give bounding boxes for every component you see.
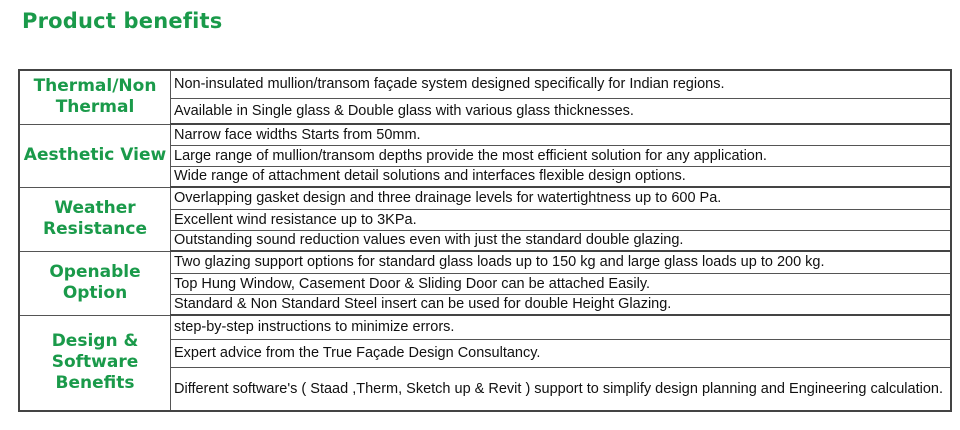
benefit-item: step-by-step instructions to minimize errors.	[171, 315, 952, 339]
category-label: Aesthetic View	[23, 145, 167, 165]
benefit-item: Available in Single glass & Double glass with various glass thicknesses.	[171, 98, 952, 124]
category-label: Weather Resistance	[43, 198, 147, 239]
category-design-software	[19, 315, 171, 411]
benefit-item: Two glazing support options for standard glass loads up to 150 kg and large glass loads up to 200 kg.	[171, 251, 952, 273]
benefit-item: Top Hung Window, Casement Door & Sliding Door can be attached Easily.	[171, 273, 952, 294]
category-openable	[19, 251, 171, 315]
benefit-item: Large range of mullion/transom depths provide the most efficient solution for any application.	[171, 145, 952, 166]
category-label: Thermal/Non Thermal	[33, 76, 157, 118]
table-row	[19, 187, 951, 209]
benefit-item: Non-insulated mullion/transom façade system designed specifically for Indian regions.	[171, 70, 952, 98]
benefit-item: Different software's ( Staad ,Therm, Sketch up & Revit ) support to simplify design planning and Engineering calculation.	[171, 367, 952, 411]
table-row	[19, 70, 951, 98]
benefit-item: Standard & Non Standard Steel insert can be used for double Height Glazing.	[171, 294, 952, 315]
table-row	[19, 315, 951, 339]
category-label: Design & Software Benefits	[51, 331, 139, 394]
benefit-item: Wide range of attachment detail solutions and interfaces flexible design options.	[171, 166, 952, 187]
benefits-table	[18, 69, 952, 412]
page-title: Product benefits	[22, 9, 223, 33]
category-weather	[19, 187, 171, 251]
benefit-item: Outstanding sound reduction values even with just the standard double glazing.	[171, 230, 952, 251]
category-aesthetic	[19, 124, 171, 187]
benefit-item: Expert advice from the True Façade Design Consultancy.	[171, 339, 952, 367]
benefit-item: Narrow face widths Starts from 50mm.	[171, 124, 952, 145]
category-thermal	[19, 70, 171, 124]
category-label: Openable Option	[49, 262, 141, 303]
table-row	[19, 124, 951, 145]
table-row	[19, 251, 951, 273]
benefit-item: Overlapping gasket design and three drainage levels for watertightness up to 600 Pa.	[171, 187, 952, 209]
benefit-item: Excellent wind resistance up to 3KPa.	[171, 209, 952, 230]
